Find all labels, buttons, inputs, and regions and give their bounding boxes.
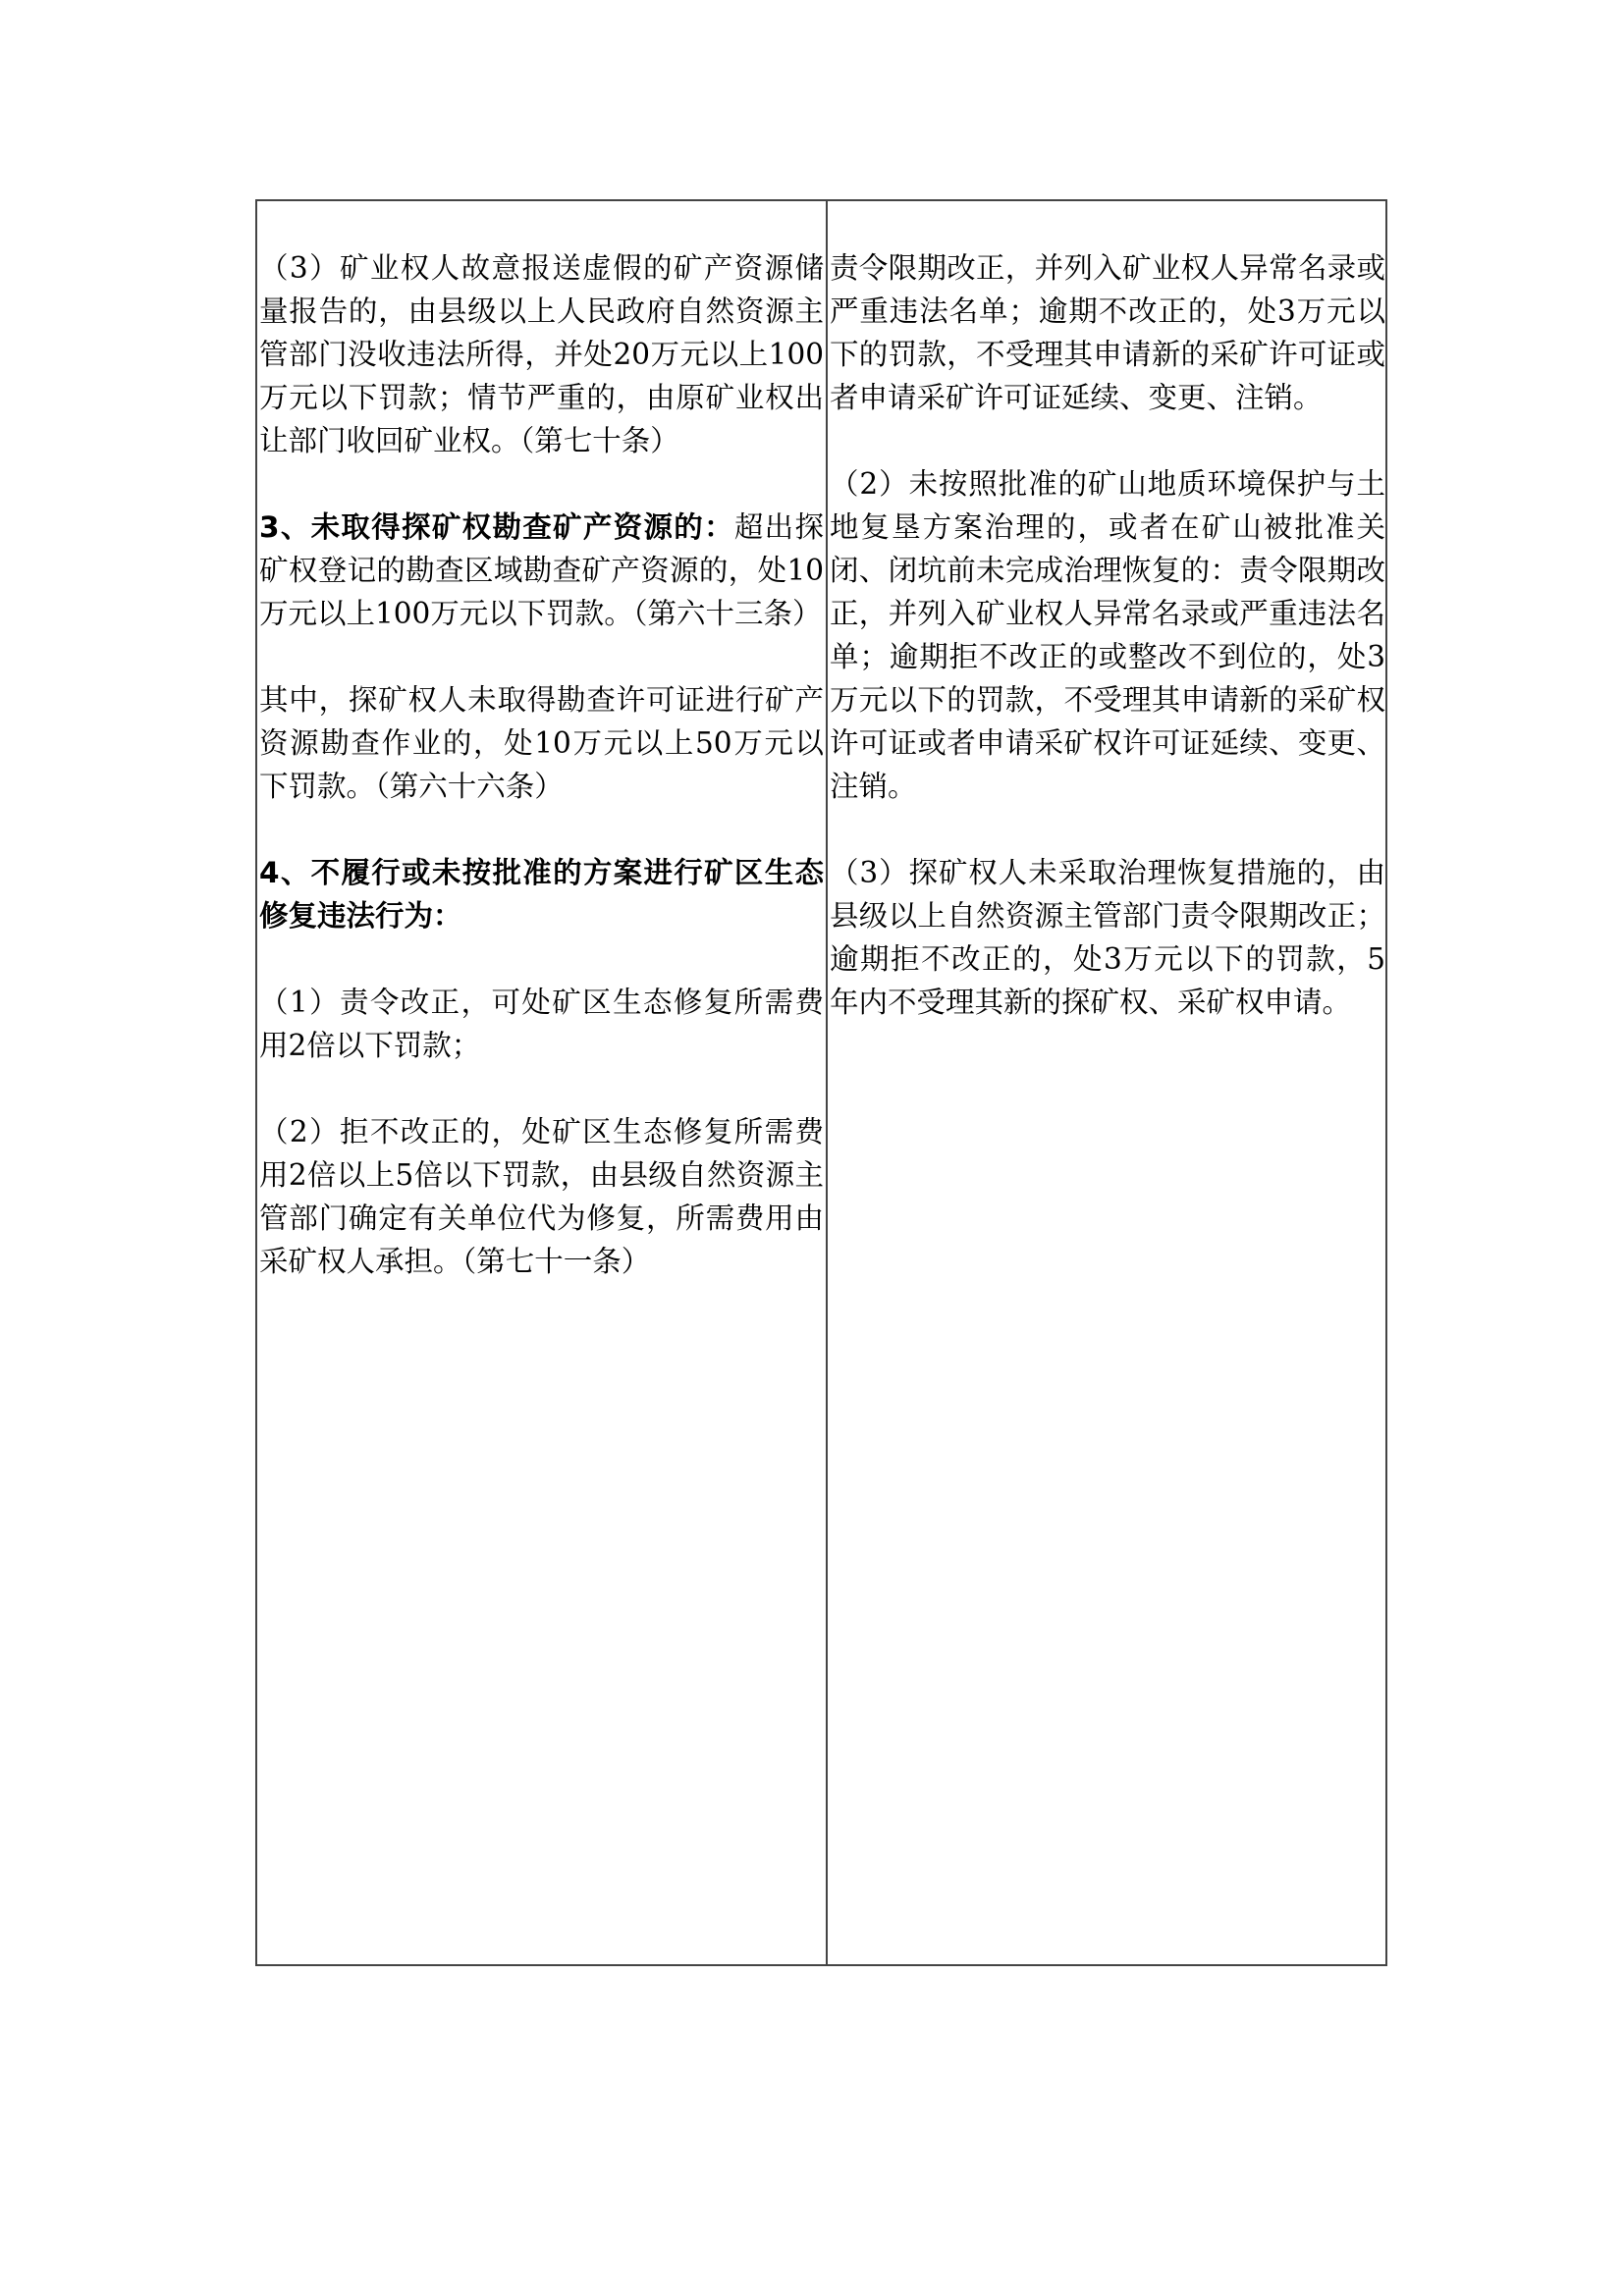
paragraph-refuse-correction: （2）拒不改正的，处矿区生态修复所需费用2倍以上5倍以下罚款，由县级自然资源主管部门确定有关单位代为修复，所需费用由采矿权人承担。（第七十一条）	[259, 1115, 824, 1278]
paragraph-false-report: （3）矿业权人故意报送虚假的矿产资源储量报告的，由县级以上人民政府自然资源主管部门没收违法所得，并处20万元以上100万元以下罚款；情节严重的，由原矿业权出让部门收回矿业权。（第七十条）	[259, 251, 824, 457]
paragraph-unlicensed-exploration	[259, 506, 824, 635]
table-cell-left	[257, 201, 828, 1964]
paragraph-order-correction: （1）责令改正，可处矿区生态修复所需费用2倍以下罚款；	[259, 986, 824, 1062]
paragraph-explorer-restoration: （3）探矿权人未采取治理恢复措施的，由县级以上自然资源主管部门责令限期改正；逾期拒不改正的，处3万元以下的罚款，5年内不受理其新的探矿权、采矿权申请。	[830, 856, 1385, 1019]
section-heading-3: 3、未取得探矿权勘查矿产资源的：	[259, 510, 734, 544]
paragraph-no-exploration-permit: 其中，探矿权人未取得勘查许可证进行矿产资源勘查作业的，处10万元以上50万元以下罚款。（第六十六条）	[259, 683, 824, 803]
section-heading-4: 4、不履行或未按批准的方案进行矿区生态修复违法行为：	[259, 856, 824, 933]
penalty-table	[255, 199, 1387, 1966]
section-body-3: 超出探矿权登记的勘查区域勘查矿产资源的，处10万元以上100万元以下罚款。（第六十三条）	[259, 510, 824, 630]
paragraph-restoration-plan: （2）未按照批准的矿山地质环境保护与土地复垦方案治理的，或者在矿山被批准关闭、闭坑前未完成治理恢复的：责令限期改正，并列入矿业权人异常名录或严重违法名单；逾期拒不改正的或整改不到位的，处3万元以下的罚款，不受理其申请新的采矿权许可证或者申请采矿权许可证延续、变更、注销。	[830, 467, 1385, 803]
table-cell-right	[828, 201, 1385, 1964]
paragraph-order-deadline: 责令限期改正，并列入矿业权人异常名录或严重违法名单；逾期不改正的，处3万元以下的罚款，不受理其申请新的采矿许可证或者申请采矿许可证延续、变更、注销。	[830, 251, 1385, 414]
